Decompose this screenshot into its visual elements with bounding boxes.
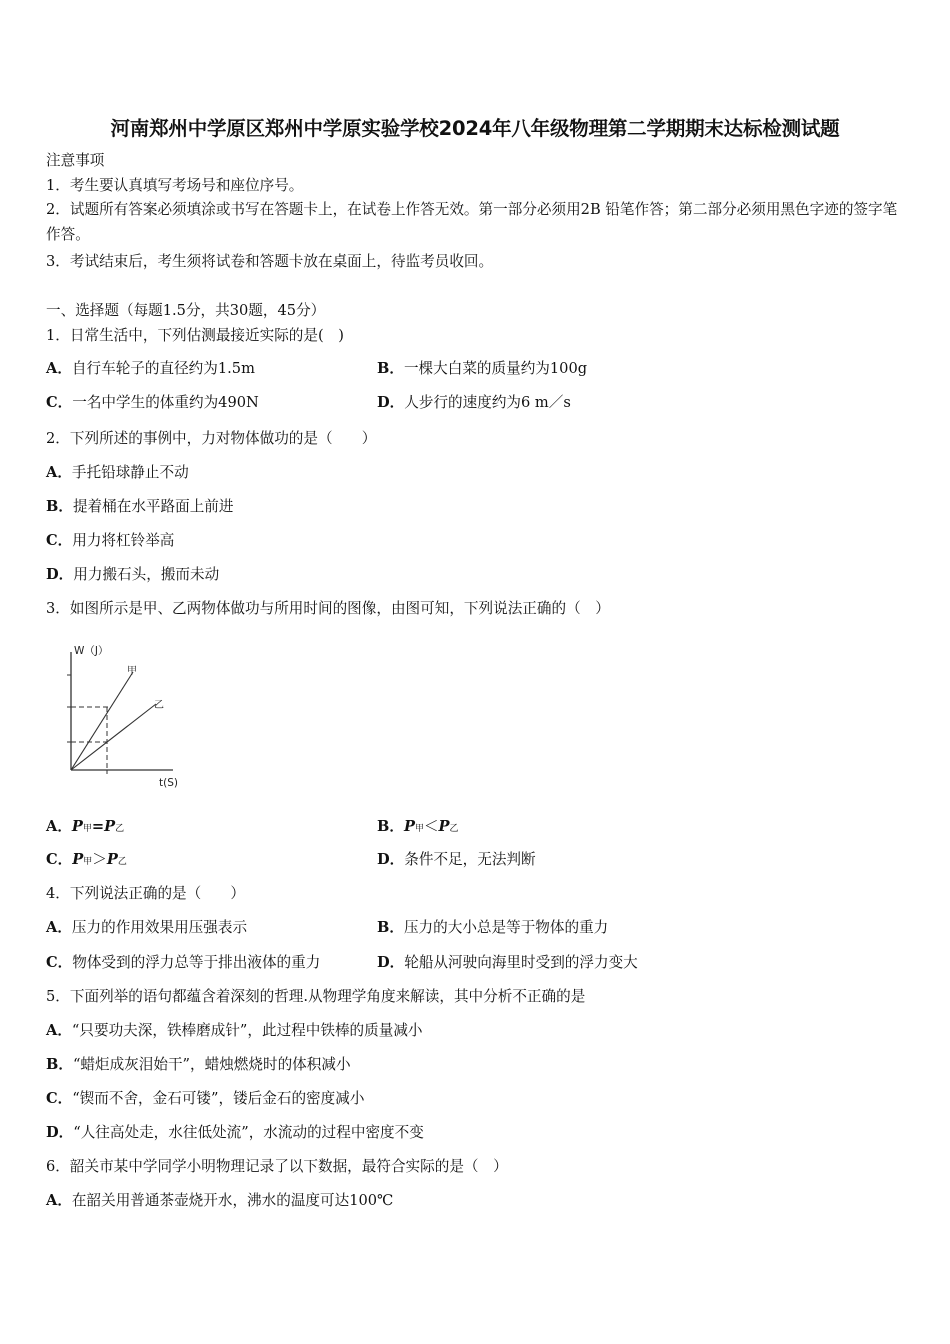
option-text: 一名中学生的体重约为490N: [72, 394, 259, 411]
line-jia-label: 甲: [127, 666, 137, 677]
option-text: 用力将杠铃举高: [72, 532, 175, 549]
q5-option-b: [46, 1055, 351, 1075]
notice-item-2: 2．试题所有答案必须填涂或书写在答题卡上，在试卷上作答无效。第一部分必须用2B 铅笔作答；第二部分必须用黑色字迹的签字笔作答。: [46, 201, 898, 243]
option-label: C．: [46, 851, 73, 868]
option-text: “锲而不舍，金石可镂”，镂后金石的密度减小: [72, 1090, 365, 1107]
option-text: 人步行的速度约为6 m／s: [404, 394, 571, 411]
option-text: 提着桶在水平路面上前进: [72, 498, 234, 515]
option-label: A．: [46, 1192, 72, 1209]
option-text: 自行车轮子的直径约为1.5m: [71, 360, 255, 377]
q1-stem: 1．日常生活中，下列估测最接近实际的是( ): [46, 327, 344, 344]
option-text: 条件不足，无法判断: [404, 851, 536, 868]
q4-option-b: [377, 918, 608, 938]
relation-less: ＜: [423, 818, 439, 835]
option-label: C．: [46, 532, 73, 549]
option-label: B．: [46, 498, 73, 515]
work-time-graph: [58, 640, 198, 795]
subscript-yi: 乙: [115, 824, 125, 834]
option-label: A．: [46, 360, 72, 377]
power-symbol: P: [106, 851, 118, 868]
q2-option-c: [46, 531, 174, 551]
power-symbol: P: [438, 818, 450, 835]
option-text: 一棵大白菜的质量约为100g: [403, 360, 588, 377]
q2-option-a: [46, 463, 189, 483]
q6-option-a: [46, 1191, 393, 1211]
q5-option-c: [46, 1089, 364, 1109]
q4-option-a: [46, 918, 247, 938]
subscript-jia: 甲: [414, 824, 424, 834]
option-label: D．: [46, 566, 74, 583]
page-title: 河南郑州中学原区郑州中学原实验学校2024年八年级物理第二学期期末达标检测试题: [110, 117, 840, 140]
option-text: 手托铅球静止不动: [71, 464, 189, 481]
q2-stem: 2．下列所述的事例中，力对物体做功的是（ ）: [46, 430, 377, 447]
q1-option-a: [46, 359, 255, 379]
option-text: 压力的作用效果用压强表示: [71, 919, 248, 936]
q5-stem: 5．下面列举的语句都蕴含着深刻的哲理.从物理学角度来解读，其中分析不正确的是: [46, 988, 586, 1005]
x-axis-label: t(S): [159, 777, 178, 789]
option-label: B．: [377, 818, 404, 835]
q3-option-b: [377, 817, 459, 839]
q2-option-b: [46, 497, 233, 517]
q5-option-a: [46, 1021, 423, 1041]
q4-option-c: [46, 953, 320, 973]
power-symbol: P: [71, 818, 83, 835]
q1-option-d: [377, 393, 571, 413]
option-text: 物体受到的浮力总等于排出液体的重力: [72, 954, 321, 971]
option-text: 轮船从河驶向海里时受到的浮力变大: [404, 954, 638, 971]
q3-stem: 3．如图所示是甲、乙两物体做功与所用时间的图像，由图可知，下列说法正确的（ ）: [46, 600, 610, 617]
option-text: “蜡炬成灰泪始干”，蜡烛燃烧时的体积减小: [72, 1056, 351, 1073]
q3-option-c: [46, 850, 127, 872]
option-label: B．: [377, 919, 404, 936]
option-label: C．: [46, 1090, 73, 1107]
subscript-jia: 甲: [82, 824, 92, 834]
subscript-yi: 乙: [117, 857, 127, 867]
q3-option-d: [377, 850, 536, 870]
q2-option-d: [46, 565, 219, 585]
option-label: D．: [377, 954, 405, 971]
section-heading: 一、选择题（每题1.5分，共30题，45分）: [46, 302, 326, 319]
option-label: D．: [46, 1124, 74, 1141]
q1-option-c: [46, 393, 259, 413]
option-label: A．: [46, 464, 72, 481]
option-text: 压力的大小总是等于物体的重力: [403, 919, 609, 936]
q6-stem: 6．韶关市某中学同学小明物理记录了以下数据，最符合实际的是（ ）: [46, 1158, 508, 1175]
power-symbol: P: [104, 818, 116, 835]
line-yi-label: 乙: [154, 700, 164, 711]
option-text: 用力搬石头，搬而未动: [73, 566, 220, 583]
option-label: A．: [46, 1022, 72, 1039]
option-text: “人往高处走，水往低处流”，水流动的过程中密度不变: [73, 1124, 424, 1141]
power-symbol: P: [72, 851, 84, 868]
option-label: A．: [46, 818, 72, 835]
line-jia: [71, 672, 133, 770]
option-label: B．: [46, 1056, 73, 1073]
notice-heading: 注意事项: [46, 152, 105, 169]
subscript-yi: 乙: [449, 824, 459, 834]
option-label: D．: [377, 394, 405, 411]
option-text: “只要功夫深，铁棒磨成针”，此过程中铁棒的质量减小: [71, 1022, 423, 1039]
relation-equal: =: [91, 818, 105, 835]
option-label: D．: [377, 851, 405, 868]
power-symbol: P: [403, 818, 415, 835]
q5-option-d: [46, 1123, 424, 1143]
option-label: C．: [46, 394, 73, 411]
q1-option-b: [377, 359, 587, 379]
option-label: A．: [46, 919, 72, 936]
line-yi: [71, 704, 156, 770]
q4-option-d: [377, 953, 638, 973]
notice-item-3: 3．考试结束后，考生须将试卷和答题卡放在桌面上，待监考员收回。: [46, 253, 494, 270]
q4-stem: 4．下列说法正确的是（ ）: [46, 885, 246, 902]
relation-greater: ＞: [92, 851, 107, 868]
option-text: 在韶关用普通茶壶烧开水，沸水的温度可达100℃: [71, 1192, 394, 1209]
option-label: B．: [377, 360, 404, 377]
y-axis-label: W（J）: [74, 645, 109, 657]
subscript-jia: 甲: [83, 857, 93, 867]
option-label: C．: [46, 954, 73, 971]
notice-item-1: 1．考生要认真填写考场号和座位序号。: [46, 177, 304, 194]
q3-option-a: [46, 817, 124, 839]
